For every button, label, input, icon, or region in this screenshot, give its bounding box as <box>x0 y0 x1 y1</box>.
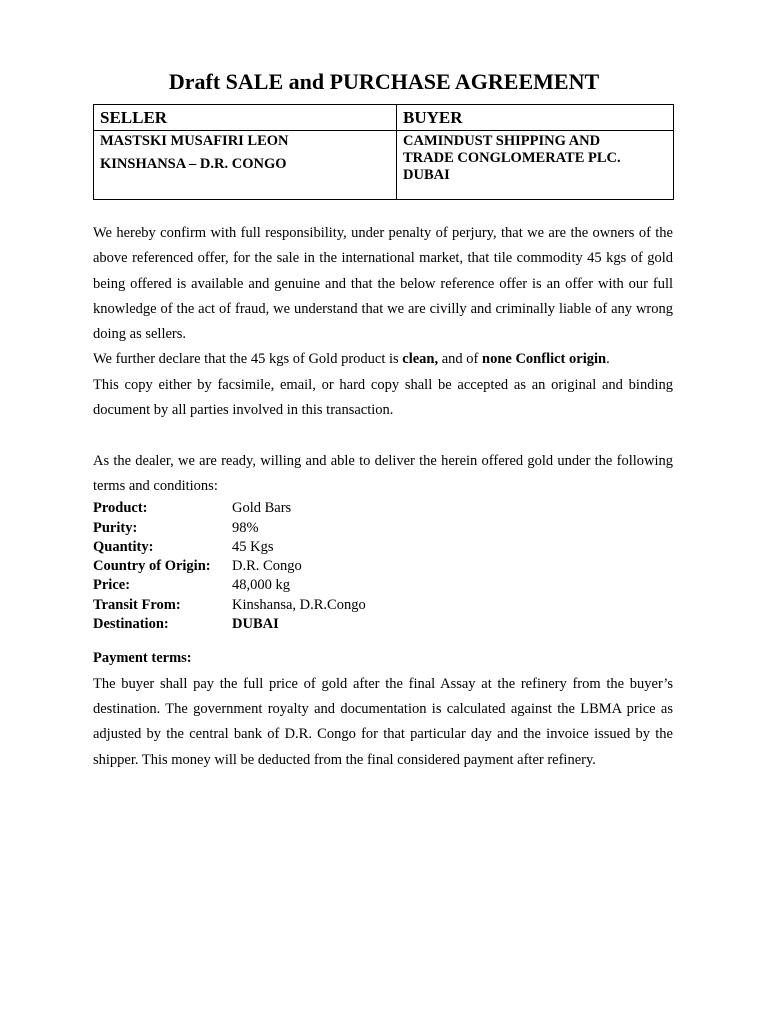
payment-terms-paragraph: The buyer shall pay the full price of gold after the final Assay at the refinery from the buyer’s destination. The government royalty and documentation is calculated against the LBMA price as adjusted by the central bank of D.R. Congo for that particular day and the invoice issued by the shipper. This money will be deducted from the final considered payment after refinery. <box>93 675 673 768</box>
term-row <box>93 557 673 576</box>
term-value: Gold Bars <box>232 500 292 517</box>
buyer-cell <box>397 131 674 200</box>
spacer <box>93 423 673 448</box>
declaration-text: We further declare that the 45 kgs of Gold product is <box>93 351 403 368</box>
term-value: 45 Kgs <box>232 538 274 555</box>
agreement-body <box>93 221 673 773</box>
term-value: Kinshansa, D.R.Congo <box>232 596 366 613</box>
document-title: Draft SALE and PURCHASE AGREEMENT <box>168 69 600 94</box>
origin-emphasis: none Conflict origin <box>482 351 607 368</box>
term-label: Country of Origin: <box>93 558 211 575</box>
seller-location: KINSHANSA – D.R. CONGO <box>100 156 287 172</box>
term-value: D.R. Congo <box>232 558 302 575</box>
term-row <box>93 615 673 634</box>
buyer-header: BUYER <box>397 105 674 131</box>
declaration-text-mid: and of <box>438 351 483 368</box>
term-label: Transit From: <box>93 596 181 613</box>
term-label: Quantity: <box>93 538 154 555</box>
term-label: Price: <box>93 577 131 594</box>
parties-table <box>93 104 674 200</box>
declaration-paragraph-2 <box>93 347 673 372</box>
term-value: 98% <box>232 519 259 536</box>
term-value: DUBAI <box>232 616 279 633</box>
term-label: Product: <box>93 500 148 517</box>
term-row <box>93 519 673 538</box>
term-row <box>93 538 673 557</box>
dealer-paragraph: As the dealer, we are ready, willing and able to deliver the herein offered gold under the following terms and conditions: <box>93 452 673 494</box>
buyer-name-line1: CAMINDUST SHIPPING AND <box>403 133 601 149</box>
seller-name: MASTSKI MUSAFIRI LEON <box>100 133 289 149</box>
seller-cell <box>94 131 397 200</box>
term-label: Purity: <box>93 519 138 536</box>
clean-emphasis: clean, <box>402 351 439 368</box>
term-row <box>93 596 673 615</box>
payment-terms-heading: Payment terms: <box>93 650 192 667</box>
buyer-location: DUBAI <box>403 167 450 183</box>
buyer-name-line2: TRADE CONGLOMERATE PLC. <box>403 150 621 166</box>
terms-list <box>93 499 673 634</box>
term-row <box>93 499 673 518</box>
term-label: Destination: <box>93 616 169 633</box>
seller-header: SELLER <box>94 105 397 131</box>
term-row <box>93 576 673 595</box>
term-value: 48,000 kg <box>232 577 290 594</box>
declaration-text-end: . <box>606 351 610 368</box>
declaration-paragraph-1: We hereby confirm with full responsibility, under penalty of perjury, that we are the owners of the above referenced offer, for the sale in the international market, that tile commodity 45 kgs of gold being offered is available and genuine and that the below reference offer is an offer with our full knowledge of the act of fraud, we understand that we are civilly and criminally liable of any wrong doing as sellers. <box>93 225 673 343</box>
declaration-paragraph-3: This copy either by facsimile, email, or hard copy shall be accepted as an original and binding document by all parties involved in this transaction. <box>93 376 673 419</box>
